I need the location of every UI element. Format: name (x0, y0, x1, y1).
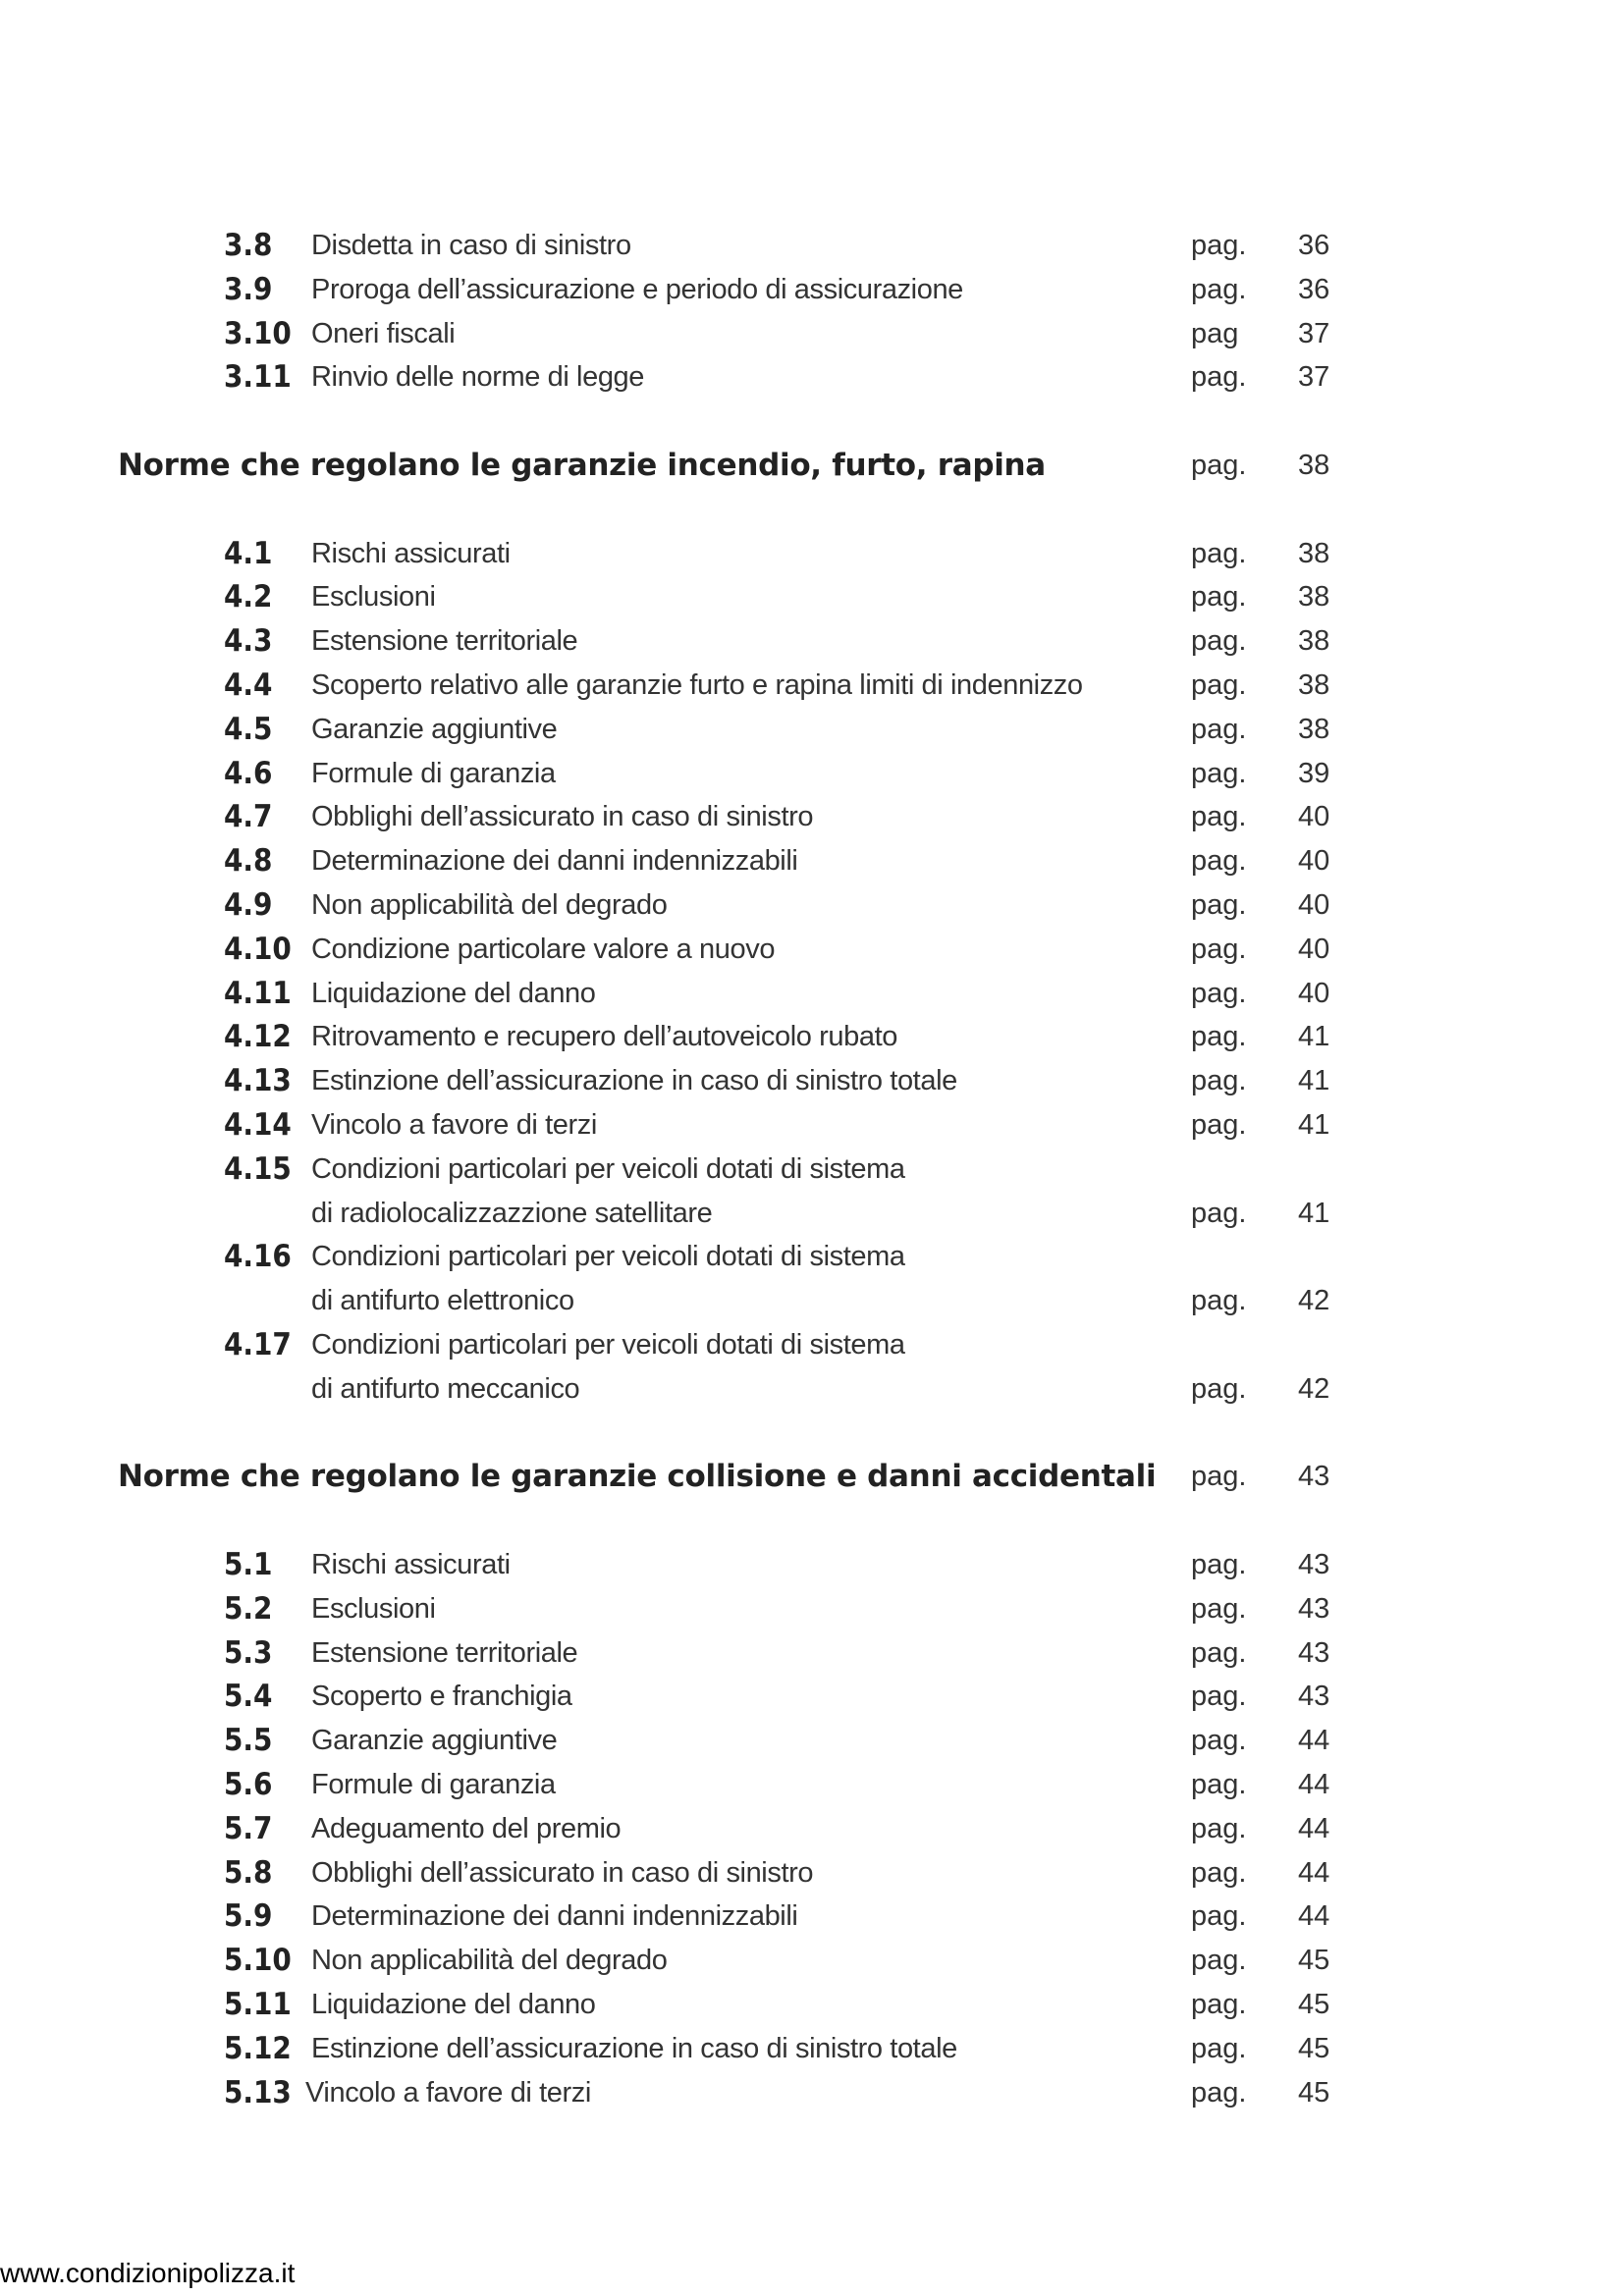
page-number: 42 (1298, 1372, 1330, 1405)
entry-title: Liquidazione del danno (311, 977, 596, 1009)
page-label: pag (1191, 317, 1239, 349)
entry-number: 5.5 (224, 1723, 273, 1759)
page-number: 42 (1298, 1285, 1330, 1317)
entry-title: Proroga dell’assicurazione e periodo di assicurazione (311, 273, 963, 305)
page-number: 41 (1298, 1065, 1330, 1097)
entry-title: Garanzie aggiuntive (311, 1725, 558, 1757)
toc-entry[interactable] (0, 1719, 1624, 1762)
toc-entry[interactable] (0, 224, 1624, 267)
page-number: 45 (1298, 2076, 1330, 2109)
page-number: 38 (1298, 537, 1330, 569)
toc-entry[interactable] (0, 1675, 1624, 1718)
toc-entry[interactable] (0, 1059, 1624, 1102)
page-number: 40 (1298, 933, 1330, 965)
page-label: pag. (1191, 1065, 1247, 1097)
entry-number: 5.6 (224, 1767, 273, 1802)
entry-title: Esclusioni (311, 581, 436, 614)
toc-entry[interactable] (0, 268, 1624, 311)
entry-title: Condizioni particolari per veicoli dotati di sistema (311, 1241, 905, 1273)
page-label: pag. (1191, 1021, 1247, 1053)
entry-title: Non applicabilità del degrado (311, 889, 668, 921)
entry-title: Condizioni particolari per veicoli dotati di sistema (311, 1329, 905, 1361)
page-number: 43 (1298, 1636, 1330, 1669)
entry-title: Determinazione dei danni indennizzabili (311, 845, 798, 878)
page-number: 38 (1298, 669, 1330, 701)
entry-title: Ritrovamento e recupero dell’autoveicolo rubato (311, 1021, 897, 1053)
entry-title-continued: di antifurto elettronico (311, 1285, 574, 1317)
toc-entry[interactable] (0, 795, 1624, 838)
entry-title: Estensione territoriale (311, 1636, 578, 1669)
entry-number: 5.9 (224, 1898, 273, 1935)
page-number: 38 (1298, 450, 1330, 481)
page-number: 40 (1298, 977, 1330, 1009)
entry-title: Vincolo a favore di terzi (311, 1109, 597, 1141)
page-label: pag. (1191, 1681, 1247, 1713)
page-label: pag. (1191, 230, 1247, 261)
page-number: 43 (1298, 1681, 1330, 1713)
section-heading-title: Norme che regolano le garanzie incendio, furto, rapina (118, 448, 1046, 483)
page-label: pag. (1191, 713, 1247, 745)
entry-number: 4.3 (224, 623, 273, 660)
page-number: 40 (1298, 801, 1330, 833)
toc-entry[interactable] (0, 355, 1624, 399)
entry-number: 3.9 (224, 271, 273, 307)
toc-entry[interactable] (0, 1148, 1624, 1191)
page-number: 39 (1298, 757, 1330, 789)
page-number: 45 (1298, 1989, 1330, 2020)
entry-title-continued: di radiolocalizzazzione satellitare (311, 1197, 713, 1229)
section-heading-title: Norme che regolano le garanzie collisione e danni accidentali (118, 1459, 1157, 1495)
entry-number: 4.4 (224, 667, 273, 703)
entry-title: Estensione territoriale (311, 625, 578, 658)
toc-entry[interactable] (0, 928, 1624, 971)
page-number: 41 (1298, 1109, 1330, 1141)
section-heading[interactable] (0, 1455, 1624, 1498)
toc-entry[interactable] (0, 1103, 1624, 1147)
entry-number: 3.10 (224, 315, 292, 351)
section-heading[interactable] (0, 444, 1624, 487)
entry-number: 4.9 (224, 887, 273, 923)
entry-number: 5.8 (224, 1854, 273, 1891)
entry-title: Formule di garanzia (311, 1769, 556, 1800)
entry-number: 3.8 (224, 228, 273, 263)
toc-entry[interactable] (0, 972, 1624, 1015)
page-label: pag. (1191, 1636, 1247, 1669)
page-number: 36 (1298, 273, 1330, 305)
entry-title: Liquidazione del danno (311, 1989, 596, 2020)
page-label: pag. (1191, 977, 1247, 1009)
page-label: pag. (1191, 1856, 1247, 1889)
entry-title: Estinzione dell’assicurazione in caso di sinistro totale (311, 2032, 957, 2064)
entry-number: 5.3 (224, 1634, 273, 1671)
page-label: pag. (1191, 1725, 1247, 1757)
page-label: pag. (1191, 801, 1247, 833)
page-number: 37 (1298, 317, 1330, 349)
toc-entry[interactable] (0, 2027, 1624, 2070)
entry-title: Condizione particolare valore a nuovo (311, 933, 776, 965)
page-label: pag. (1191, 450, 1247, 481)
entry-number: 5.12 (224, 2030, 292, 2066)
page-number: 43 (1298, 1461, 1330, 1493)
page-label: pag. (1191, 1549, 1247, 1580)
entry-title: Condizioni particolari per veicoli dotati di sistema (311, 1152, 905, 1185)
toc-entry[interactable] (0, 839, 1624, 882)
toc-entry[interactable] (0, 1587, 1624, 1630)
entry-title: Scoperto e franchigia (311, 1681, 572, 1713)
toc-entry-continuation[interactable] (0, 1279, 1624, 1322)
entry-number: 4.16 (224, 1239, 292, 1275)
page-number: 43 (1298, 1549, 1330, 1580)
page-label: pag. (1191, 2076, 1247, 2109)
page-label: pag. (1191, 1592, 1247, 1625)
page-label: pag. (1191, 2032, 1247, 2064)
toc-entry[interactable] (0, 1631, 1624, 1675)
page-number: 37 (1298, 361, 1330, 394)
entry-title: Disdetta in caso di sinistro (311, 230, 631, 261)
page-label: pag. (1191, 581, 1247, 614)
toc-entry[interactable] (0, 532, 1624, 575)
toc-entry[interactable] (0, 1807, 1624, 1850)
entry-title: Vincolo a favore di terzi (305, 2076, 591, 2109)
entry-title: Formule di garanzia (311, 757, 556, 789)
page-number: 38 (1298, 713, 1330, 745)
entry-title: Determinazione dei danni indennizzabili (311, 1900, 798, 1933)
page-number: 36 (1298, 230, 1330, 261)
toc-entry[interactable] (0, 1939, 1624, 1982)
entry-number: 4.1 (224, 535, 273, 571)
entry-title: Obblighi dell’assicurato in caso di sinistro (311, 1856, 814, 1889)
entry-number: 5.1 (224, 1547, 273, 1582)
entry-title: Rinvio delle norme di legge (311, 361, 645, 394)
page-label: pag. (1191, 1989, 1247, 2020)
entry-title: Oneri fiscali (311, 317, 456, 349)
entry-number: 5.4 (224, 1679, 273, 1715)
toc-entry[interactable] (0, 1983, 1624, 2026)
page-label: pag. (1191, 1769, 1247, 1800)
toc-entry[interactable] (0, 575, 1624, 618)
toc-entry[interactable] (0, 708, 1624, 751)
entry-title: Rischi assicurati (311, 1549, 511, 1580)
entry-title: Obblighi dell’assicurato in caso di sinistro (311, 801, 814, 833)
toc-entry[interactable] (0, 1763, 1624, 1806)
page-number: 43 (1298, 1592, 1330, 1625)
page-label: pag. (1191, 845, 1247, 878)
toc-entry[interactable] (0, 1543, 1624, 1586)
entry-number: 4.14 (224, 1107, 292, 1143)
entry-number: 5.10 (224, 1943, 292, 1979)
page-number: 41 (1298, 1021, 1330, 1053)
entry-number: 4.12 (224, 1019, 292, 1055)
entry-number: 5.11 (224, 1987, 292, 2022)
page-number: 44 (1298, 1725, 1330, 1757)
entry-number: 5.13 (224, 2074, 292, 2110)
footer-watermark: www.condizionipolizza.it (0, 2258, 296, 2288)
page-label: pag. (1191, 1945, 1247, 1977)
page-number: 44 (1298, 1900, 1330, 1933)
entry-number: 4.5 (224, 711, 273, 747)
toc-entry[interactable] (0, 312, 1624, 355)
page-number: 41 (1298, 1197, 1330, 1229)
page-number: 45 (1298, 1945, 1330, 1977)
page-label: pag. (1191, 933, 1247, 965)
page-label: pag. (1191, 669, 1247, 701)
toc-entry[interactable] (0, 1323, 1624, 1366)
page-label: pag. (1191, 361, 1247, 394)
page-number: 44 (1298, 1812, 1330, 1844)
page-label: pag. (1191, 1461, 1247, 1493)
entry-title: Esclusioni (311, 1592, 436, 1625)
entry-title: Garanzie aggiuntive (311, 713, 558, 745)
page-label: pag. (1191, 625, 1247, 658)
toc-entry[interactable] (0, 619, 1624, 663)
toc-entry-continuation[interactable] (0, 1192, 1624, 1235)
page-label: pag. (1191, 1197, 1247, 1229)
entry-number: 5.7 (224, 1810, 273, 1846)
entry-number: 4.13 (224, 1063, 292, 1099)
toc-entry[interactable] (0, 883, 1624, 927)
toc-entry[interactable] (0, 1235, 1624, 1278)
page-label: pag. (1191, 757, 1247, 789)
entry-title: Rischi assicurati (311, 537, 511, 569)
page-label: pag. (1191, 1285, 1247, 1317)
entry-title: Non applicabilità del degrado (311, 1945, 668, 1977)
page-number: 40 (1298, 845, 1330, 878)
entry-number: 4.17 (224, 1327, 292, 1362)
entry-number: 4.10 (224, 931, 292, 967)
page-label: pag. (1191, 537, 1247, 569)
entry-number: 4.7 (224, 799, 273, 835)
page-label: pag. (1191, 1900, 1247, 1933)
page-label: pag. (1191, 273, 1247, 305)
page-label: pag. (1191, 889, 1247, 921)
page-number: 40 (1298, 889, 1330, 921)
entry-title: Estinzione dell’assicurazione in caso di sinistro totale (311, 1065, 957, 1097)
page-number: 44 (1298, 1769, 1330, 1800)
page-number: 38 (1298, 581, 1330, 614)
page-label: pag. (1191, 1109, 1247, 1141)
entry-number: 5.2 (224, 1590, 273, 1627)
entry-title: Adeguamento del premio (311, 1812, 622, 1844)
entry-number: 4.11 (224, 975, 292, 1011)
page-label: pag. (1191, 1812, 1247, 1844)
entry-number: 4.8 (224, 843, 273, 880)
toc-entry-continuation[interactable] (0, 1367, 1624, 1411)
toc-entry[interactable] (0, 1851, 1624, 1895)
page-number: 45 (1298, 2032, 1330, 2064)
page-number: 44 (1298, 1856, 1330, 1889)
entry-number: 4.15 (224, 1150, 292, 1187)
entry-number: 4.6 (224, 755, 273, 791)
page-number: 38 (1298, 625, 1330, 658)
page-label: pag. (1191, 1372, 1247, 1405)
toc-entry[interactable] (0, 1015, 1624, 1058)
toc-entry[interactable] (0, 2071, 1624, 2114)
toc-entry[interactable] (0, 1895, 1624, 1938)
entry-title-continued: di antifurto meccanico (311, 1372, 580, 1405)
toc-entry[interactable] (0, 664, 1624, 707)
toc-entry[interactable] (0, 752, 1624, 795)
entry-number: 4.2 (224, 579, 273, 615)
entry-number: 3.11 (224, 359, 292, 396)
entry-title: Scoperto relativo alle garanzie furto e rapina limiti di indennizzo (311, 669, 1083, 701)
